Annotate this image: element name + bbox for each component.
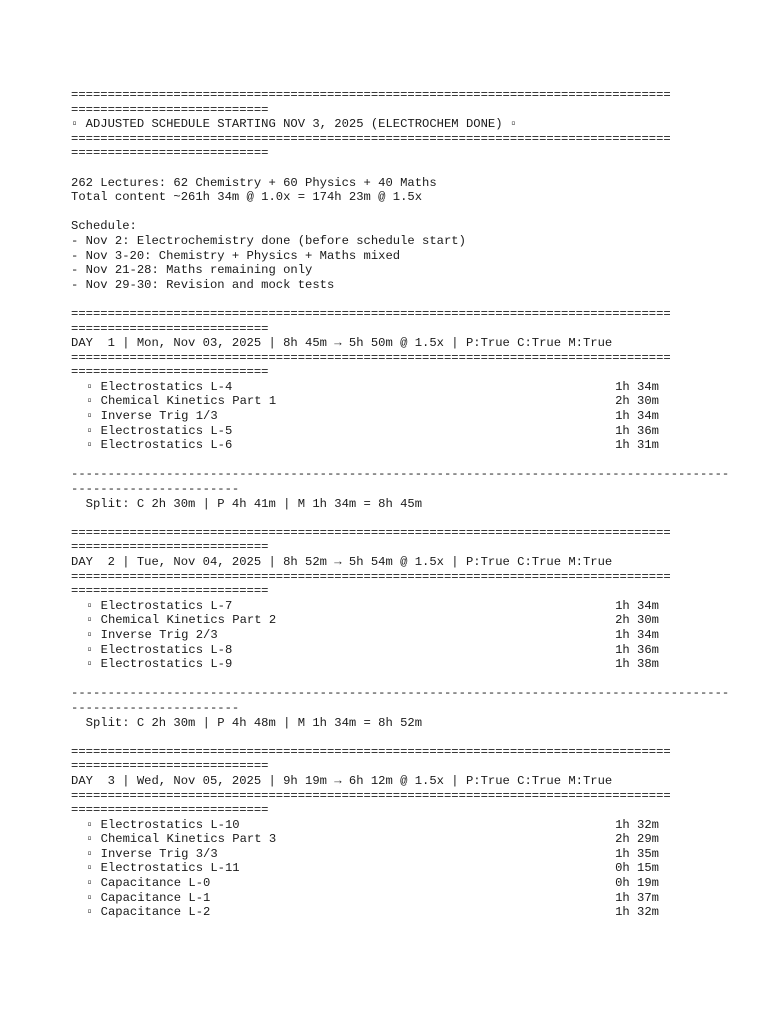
lecture-name: ▫ Chemical Kinetics Part 2 xyxy=(86,613,277,628)
schedule-item: - Nov 2: Electrochemistry done (before schedule start) xyxy=(71,233,466,248)
lecture-name: ▫ Electrostatics L-5 xyxy=(86,423,233,438)
lecture-row xyxy=(71,613,659,628)
lecture-duration: 1h 32m xyxy=(615,817,659,832)
lecture-name: ▫ Electrostatics L-10 xyxy=(86,817,240,832)
rule-equals-wrap: =========================== xyxy=(71,365,269,380)
rule-equals: ================================================================================== xyxy=(71,131,671,146)
lecture-duration: 2h 29m xyxy=(615,832,659,847)
rule-equals: ================================================================================== xyxy=(71,744,671,759)
lecture-row xyxy=(71,832,659,847)
lecture-row xyxy=(71,847,659,862)
lecture-duration: 1h 34m xyxy=(615,627,659,642)
rule-equals-wrap: =========================== xyxy=(71,803,269,818)
rule-dashes: ------------------------------------------------------------------------------------------ xyxy=(71,467,730,482)
lecture-row xyxy=(71,905,659,920)
lecture-duration: 1h 31m xyxy=(615,438,659,453)
rule-equals-wrap: =========================== xyxy=(71,146,269,161)
lecture-row xyxy=(71,628,659,643)
lecture-name: ▫ Electrostatics L-6 xyxy=(86,438,233,453)
rule-equals: ================================================================================== xyxy=(71,88,671,102)
schedule-item: - Nov 21-28: Maths remaining only xyxy=(71,263,313,278)
day-2-header: DAY 2 | Tue, Nov 04, 2025 | 8h 52m → 5h 54m @ 1.5x | P:True C:True M:True xyxy=(71,555,613,569)
lecture-duration: 0h 19m xyxy=(615,876,659,891)
rule-equals-wrap: =========================== xyxy=(71,321,269,336)
lecture-row xyxy=(71,891,659,906)
lecture-row xyxy=(71,876,659,891)
lecture-name: ▫ Electrostatics L-4 xyxy=(86,379,233,394)
lecture-duration: 1h 34m xyxy=(615,598,659,613)
rule-equals-wrap: =========================== xyxy=(71,759,269,774)
blank-line xyxy=(71,453,751,468)
blank-line xyxy=(71,205,751,220)
lecture-duration: 1h 34m xyxy=(615,409,659,424)
lecture-row xyxy=(71,818,659,833)
blank-line xyxy=(71,511,751,526)
rule-equals-wrap: =========================== xyxy=(71,102,269,117)
lecture-duration: 1h 36m xyxy=(615,642,659,657)
lecture-duration: 0h 15m xyxy=(615,861,659,876)
rule-equals: ================================================================================== xyxy=(71,569,671,584)
lecture-row xyxy=(71,657,659,672)
schedule-document xyxy=(71,88,751,920)
lecture-name: ▫ Capacitance L-1 xyxy=(86,890,211,905)
lecture-duration: 2h 30m xyxy=(615,394,659,409)
day-1-header: DAY 1 | Mon, Nov 03, 2025 | 8h 45m → 5h 50m @ 1.5x | P:True C:True M:True xyxy=(71,336,613,351)
blank-line xyxy=(71,672,751,687)
lecture-duration: 1h 36m xyxy=(615,423,659,438)
schedule-item: - Nov 29-30: Revision and mock tests xyxy=(71,277,335,292)
document-title: ▫ ADJUSTED SCHEDULE STARTING NOV 3, 2025 (ELECTROCHEM DONE) ▫ xyxy=(71,117,518,132)
lecture-name: ▫ Electrostatics L-8 xyxy=(86,642,233,657)
lecture-name: ▫ Chemical Kinetics Part 3 xyxy=(86,832,277,847)
rule-dashes-wrap: ----------------------- xyxy=(71,700,240,715)
lecture-name: ▫ Capacitance L-0 xyxy=(86,876,211,891)
lecture-row xyxy=(71,599,659,614)
lecture-name: ▫ Inverse Trig 3/3 xyxy=(86,846,218,861)
blank-line xyxy=(71,161,751,176)
schedule-item: - Nov 3-20: Chemistry + Physics + Maths mixed xyxy=(71,248,401,263)
lecture-row xyxy=(71,424,659,439)
lecture-name: ▫ Electrostatics L-7 xyxy=(86,598,233,613)
rule-equals: ================================================================================== xyxy=(71,306,671,321)
blank-line xyxy=(71,292,751,307)
lecture-duration: 1h 32m xyxy=(615,905,659,920)
lecture-name: ▫ Capacitance L-2 xyxy=(86,905,211,920)
blank-line xyxy=(71,730,751,745)
rule-equals: ================================================================================== xyxy=(71,788,671,803)
lecture-duration: 2h 30m xyxy=(615,613,659,628)
lecture-name: ▫ Electrostatics L-9 xyxy=(86,657,233,672)
lecture-row xyxy=(71,643,659,658)
lecture-row xyxy=(71,438,659,453)
rule-equals: ================================================================================== xyxy=(71,350,671,365)
rule-equals: ================================================================================== xyxy=(71,525,671,540)
day-2-split: Split: C 2h 30m | P 4h 48m | M 1h 34m = 8h 52m xyxy=(71,715,423,730)
day-3-header: DAY 3 | Wed, Nov 05, 2025 | 9h 19m → 6h 12m @ 1.5x | P:True C:True M:True xyxy=(71,773,613,788)
lecture-row xyxy=(71,394,659,409)
lecture-name: ▫ Inverse Trig 2/3 xyxy=(86,627,218,642)
rule-equals-wrap: =========================== xyxy=(71,584,269,599)
lecture-duration: 1h 37m xyxy=(615,890,659,905)
rule-dashes: ------------------------------------------------------------------------------------------ xyxy=(71,686,730,701)
lecture-name: ▫ Inverse Trig 1/3 xyxy=(86,409,218,424)
lecture-name: ▫ Electrostatics L-11 xyxy=(86,861,240,876)
day-1-split: Split: C 2h 30m | P 4h 41m | M 1h 34m = 8h 45m xyxy=(71,496,423,511)
summary-total-content: Total content ~261h 34m @ 1.0x = 174h 23m @ 1.5x xyxy=(71,190,423,205)
lecture-name: ▫ Chemical Kinetics Part 1 xyxy=(86,394,277,409)
lecture-duration: 1h 34m xyxy=(615,379,659,394)
lecture-duration: 1h 38m xyxy=(615,657,659,672)
rule-equals-wrap: =========================== xyxy=(71,540,269,555)
lecture-row xyxy=(71,380,659,395)
schedule-heading: Schedule: xyxy=(71,219,137,234)
lecture-duration: 1h 35m xyxy=(615,846,659,861)
rule-dashes-wrap: ----------------------- xyxy=(71,482,240,497)
summary-lectures: 262 Lectures: 62 Chemistry + 60 Physics + 40 Maths xyxy=(71,175,437,190)
lecture-row xyxy=(71,409,659,424)
lecture-row xyxy=(71,861,659,876)
